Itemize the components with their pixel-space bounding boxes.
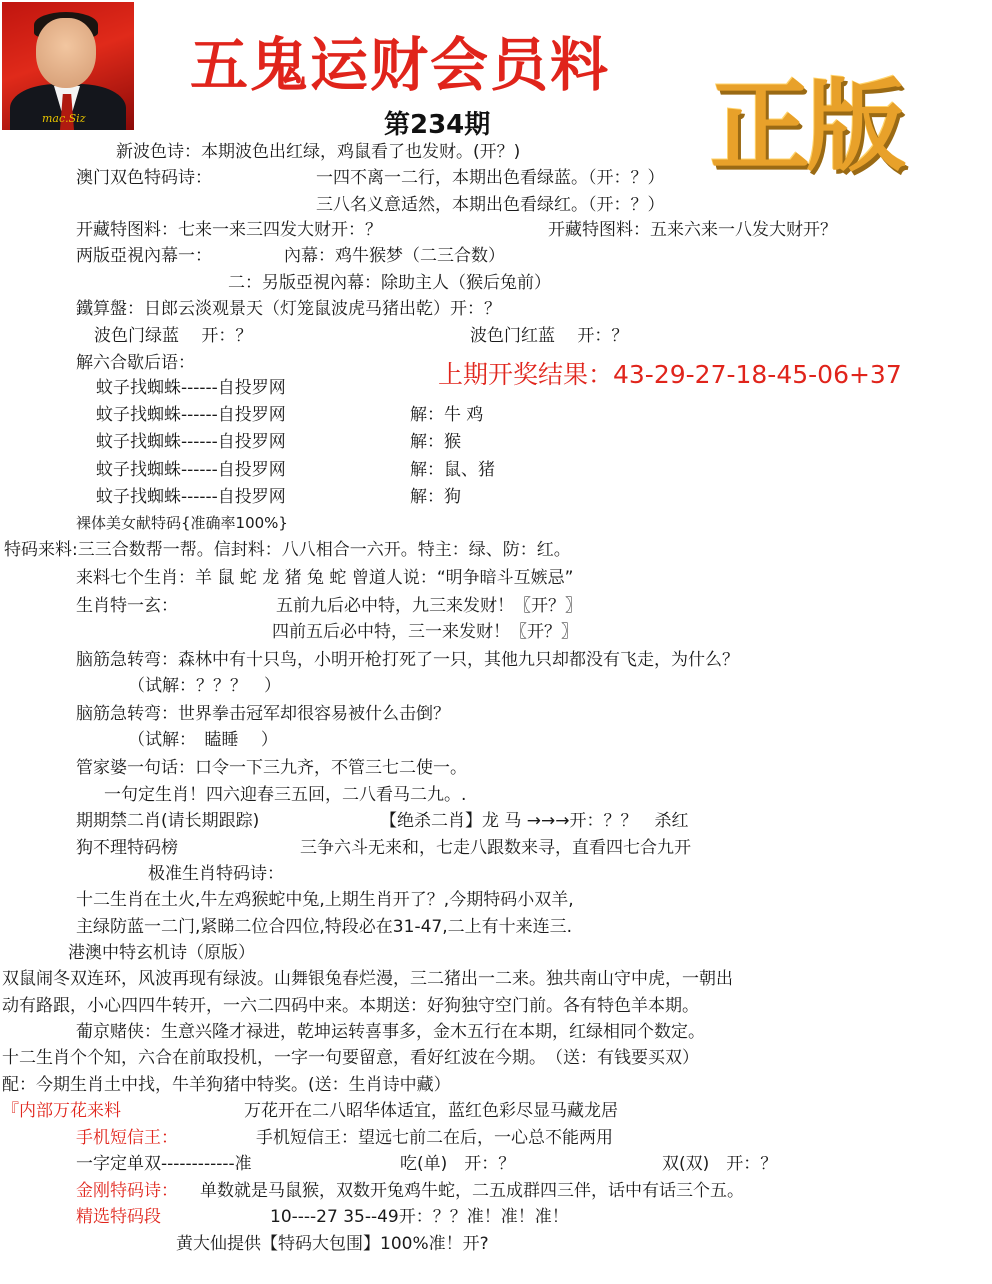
text-line: 狗不理特码榜 — [76, 838, 178, 858]
proverb-line: 蚊子找蜘蛛------自投罗网 — [96, 405, 286, 425]
zhengban-stamp: 正版 — [710, 67, 902, 185]
red-label: 『内部万花来料 — [2, 1101, 121, 1121]
text-line: 十二生肖在土火,牛左鸡猴蛇中兔,上期生肖开了？,今期特码小双羊, — [76, 890, 574, 910]
proverb-line: 蚊子找蜘蛛------自投罗网 — [96, 460, 286, 480]
text-line: 內幕：鸡牛猴梦（二三合数） — [284, 246, 505, 266]
text-line: 四前五后必中特，三一来发财！〖开？〗 — [272, 622, 578, 642]
text-line: 波色门红蓝 开：？ — [470, 326, 629, 346]
text-line: 解六合歇后语： — [76, 353, 195, 373]
text-line: 波色门绿蓝 开：？ — [94, 326, 253, 346]
poem-label: 澳门双色特码诗： — [76, 168, 212, 188]
text-line: 葡京赌侠：生意兴隆才禄进，乾坤运转喜事多，金木五行在本期，红绿相同个数定。 — [76, 1022, 705, 1042]
text-line: （试解：？？？ ） — [128, 676, 281, 696]
proverb-line: 蚊子找蜘蛛------自投罗网 — [96, 432, 286, 452]
text-line: 黄大仙提供【特码大包围】100%准！开? — [176, 1234, 489, 1254]
red-label: 手机短信王： — [76, 1128, 178, 1148]
text-line: 【绝杀二肖】龙 马 →→→开：？？ 杀红 — [380, 811, 689, 831]
host-photo — [2, 2, 134, 130]
text-line: 二：另版亞視內幕：除助主人（猴后兔前） — [228, 273, 551, 293]
poem-line: 三八名义意适然，本期出色看绿红。（开：？） — [316, 195, 665, 215]
proverb-line: 蚊子找蜘蛛------自投罗网 — [96, 378, 286, 398]
text-line: 期期禁二肖(请长期跟踪) — [76, 811, 260, 831]
photo-face — [36, 18, 96, 88]
text-line: 十二生肖个个知，六合在前取投机，一字一句要留意，看好红波在今期。 （送：有钱要买双） — [2, 1048, 699, 1068]
text-line: 吃(单) 开：？ — [400, 1154, 516, 1174]
text-line: 双(双) 开：？ — [662, 1154, 778, 1174]
text-line: 两版亞視內幕一： — [76, 246, 212, 266]
text-line: 五前九后必中特，九三来发财！〖开？〗 — [276, 596, 582, 616]
text-line: 港澳中特玄机诗（原版） — [68, 943, 255, 963]
photo-signature: mac.Siz — [42, 112, 86, 125]
text-line: 脑筋急转弯：森林中有十只鸟，小明开枪打死了一只，其他九只却都没有飞走，为什么？ — [76, 650, 739, 670]
text-line: 三争六斗无来和，七走八跟数来寻，直看四七合九开 — [300, 838, 691, 858]
last-draw-result: 上期开奖结果：43-29-27-18-45-06+37 — [438, 360, 902, 389]
proverb-answer: 解：牛 鸡 — [410, 405, 484, 425]
issue-number: 第234期 — [384, 110, 491, 140]
text-line: 配：今期生肖土中找，牛羊狗猪中特奖。(送：生肖诗中藏） — [2, 1075, 451, 1095]
proverb-answer: 解：狗 — [410, 487, 461, 507]
text-line: 动有路跟，小心四四牛转开，一六二四码中来。本期送：好狗独守空门前。各有特色羊本期。 — [2, 996, 699, 1016]
text-line: 10----27 35--49开：？？准！准！准！ — [270, 1207, 569, 1227]
proverb-line: 蚊子找蜘蛛------自投罗网 — [96, 487, 286, 507]
text-line: 脑筋急转弯：世界拳击冠军却很容易被什么击倒？ — [76, 704, 450, 724]
text-line: 开藏特图料：五来六来一八发大财开？ — [548, 220, 837, 240]
page-title: 五鬼运财会员料 — [190, 31, 611, 99]
text-line: （试解： 瞌睡 ） — [128, 730, 278, 750]
text-line: 手机短信王：望远七前二在后，一心总不能两用 — [256, 1128, 613, 1148]
proverb-answer: 解：鼠、猪 — [410, 460, 495, 480]
text-line: 开藏特图料：七来一来三四发大财开：？ — [76, 220, 382, 240]
text-line: 极准生肖特码诗： — [148, 864, 284, 884]
text-line: 生肖特一玄： — [76, 596, 178, 616]
text-line: 万花开在二八昭华体适宜，蓝红色彩尽显马藏龙居 — [244, 1101, 618, 1121]
text-line: 主绿防蓝一二门,紧睇二位合四位,特段必在31-47,二上有十来连三. — [76, 917, 573, 937]
text-line: 来料七个生肖：羊 鼠 蛇 龙 猪 兔 蛇 曾道人说：“明争暗斗互嫉忌” — [76, 568, 574, 588]
poem-line: 一四不离一二行，本期出色看绿蓝。（开：？） — [316, 168, 665, 188]
text-line: 一句定生肖！四六迎春三五回，二八看马二九。. — [104, 785, 467, 805]
proverb-answer: 解：猴 — [410, 432, 461, 452]
poem-line: 新波色诗：本期波色出红绿，鸡鼠看了也发财。(开？) — [116, 142, 521, 162]
text-line: 特码来料:三三合数帮一帮。信封料：八八相合一六开。特主：绿、防：红。 — [4, 540, 571, 560]
text-line: 管家婆一句话：口令一下三九齐，不管三七二使一。 — [76, 758, 467, 778]
text-line: 一字定单双------------准 — [76, 1154, 252, 1174]
text-line: 双鼠闹冬双连环，风波再现有绿波。山舞银兔春烂漫，三二猪出一二来。独共南山守中虎，一朝出 — [2, 969, 733, 989]
text-line: 鐵算盤：日郎云淡观景天（灯笼鼠波虎马猪出乾）开：？ — [76, 299, 501, 319]
red-label: 金刚特码诗： — [76, 1181, 178, 1201]
text-line: 单数就是马鼠猴，双数开兔鸡牛蛇，二五成群四三伴，话中有话三个五。 — [200, 1181, 744, 1201]
text-line: 裸体美女献特码{准确率100%} — [76, 514, 288, 532]
red-label: 精选特码段 — [76, 1207, 161, 1227]
